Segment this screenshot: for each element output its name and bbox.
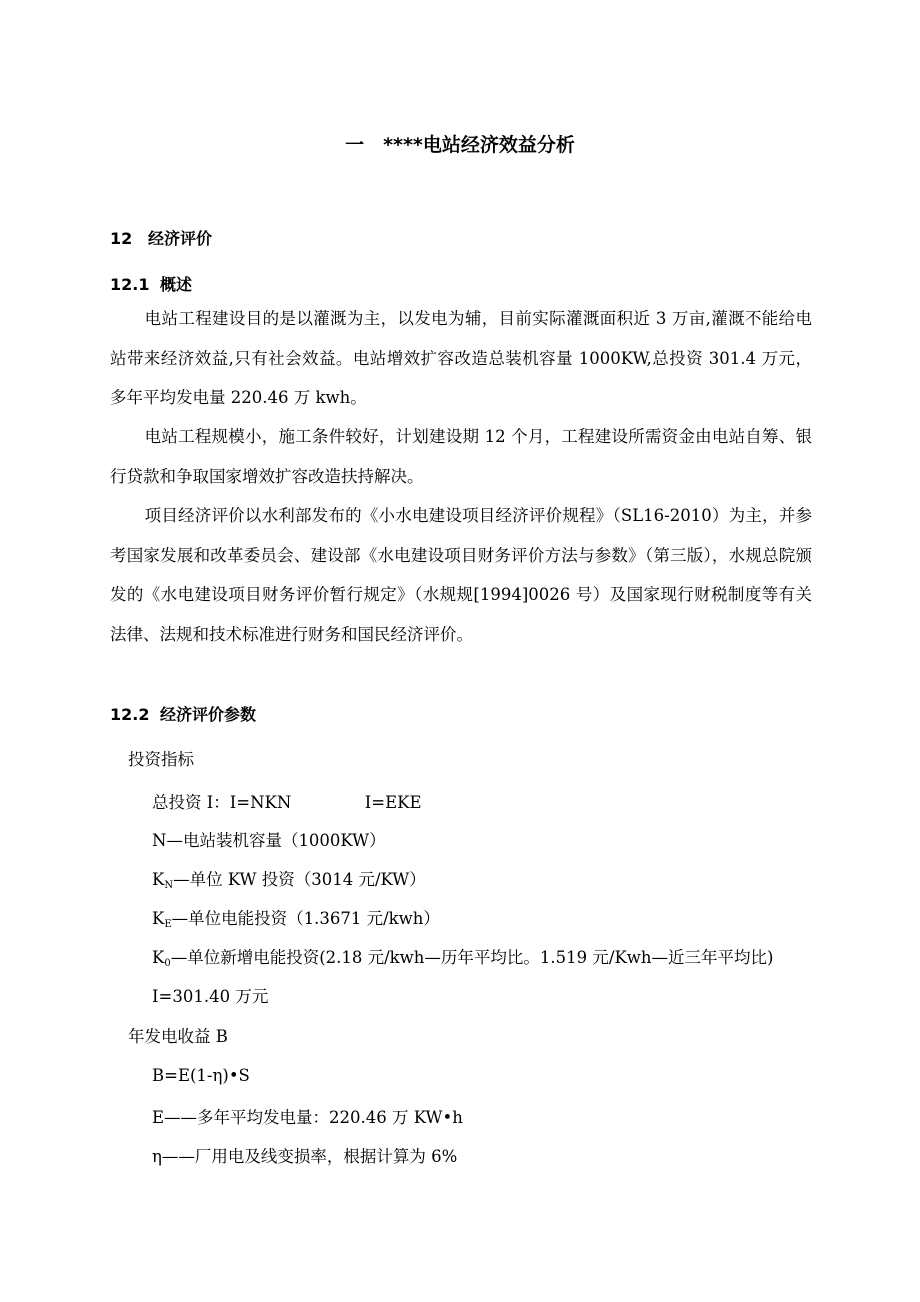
section-heading-12	[110, 226, 212, 249]
k0-subscript: 0	[164, 958, 171, 969]
invest-formula: 总投资 I：I=NKN I=EKE	[152, 793, 422, 812]
paragraph-scale: 电站工程规模小，施工条件较好，计划建设期 12 个月，工程建设所需资金由电站自筹、银行贷款和争取国家增效扩容改造扶持解决。	[110, 427, 812, 486]
k0-definition	[152, 944, 774, 969]
ke-text: —单位电能投资（1.3671 元/kwh）	[171, 909, 440, 928]
eta-definition: η——厂用电及线变损率，根据计算为 6%	[152, 1147, 458, 1166]
k0-text: —单位新增电能投资(2.18 元/kwh—历年平均比。1.519 元/Kwh—近三年平均比)	[170, 948, 774, 967]
section-label: 经济评价参数	[160, 705, 257, 724]
kn-symbol: K	[152, 870, 165, 889]
section-heading-12-1	[110, 272, 192, 295]
kn-text: —单位 KW 投资（3014 元/KW）	[173, 870, 426, 889]
kn-definition	[152, 866, 426, 891]
section-heading-12-2	[110, 702, 256, 725]
ke-definition	[152, 905, 440, 930]
k0-symbol: K	[152, 948, 165, 967]
section-label: 经济评价	[148, 229, 213, 248]
revenue-heading: 年发电收益 B	[128, 1027, 228, 1046]
revenue-formula: B=E(1-η)•S	[152, 1066, 250, 1085]
ke-subscript: E	[164, 919, 172, 930]
paragraph-purpose: 电站工程建设目的是以灌溉为主，以发电为辅，目前实际灌溉面积近 3 万亩,灌溉不能给电站带来经济效益,只有社会效益。电站增效扩容改造总装机容量 1000KW,总投资 301.4 万元，多年平均发电量 220.46 万 kwh。	[110, 309, 812, 407]
paragraph-basis: 项目经济评价以水利部发布的《小水电建设项目经济评价规程》（SL16-2010）为主，并参考国家发展和改革委员会、建设部《水电建设项目财务评价方法与参数》（第三版），水规总院颁发的《水电建设项目财务评价暂行规定》（水规规[1994]0026 号）及国家现行财税制度等有关法律、法规和技术标准进行财务和国民经济评价。	[110, 506, 812, 644]
section-label: 概述	[160, 275, 193, 294]
page-title: 一 ****电站经济效益分析	[345, 134, 575, 156]
e-definition: E——多年平均发电量：220.46 万 KW•h	[152, 1108, 463, 1127]
section-number: 12.2	[110, 705, 150, 724]
investment-value: I=301.40 万元	[152, 987, 269, 1006]
invest-heading: 投资指标	[128, 750, 194, 769]
section-number: 12	[110, 229, 133, 248]
section-number: 12.1	[110, 275, 150, 294]
ke-symbol: K	[152, 909, 165, 928]
kn-subscript: N	[164, 880, 174, 891]
n-definition: N—电站装机容量（1000KW）	[152, 831, 386, 850]
